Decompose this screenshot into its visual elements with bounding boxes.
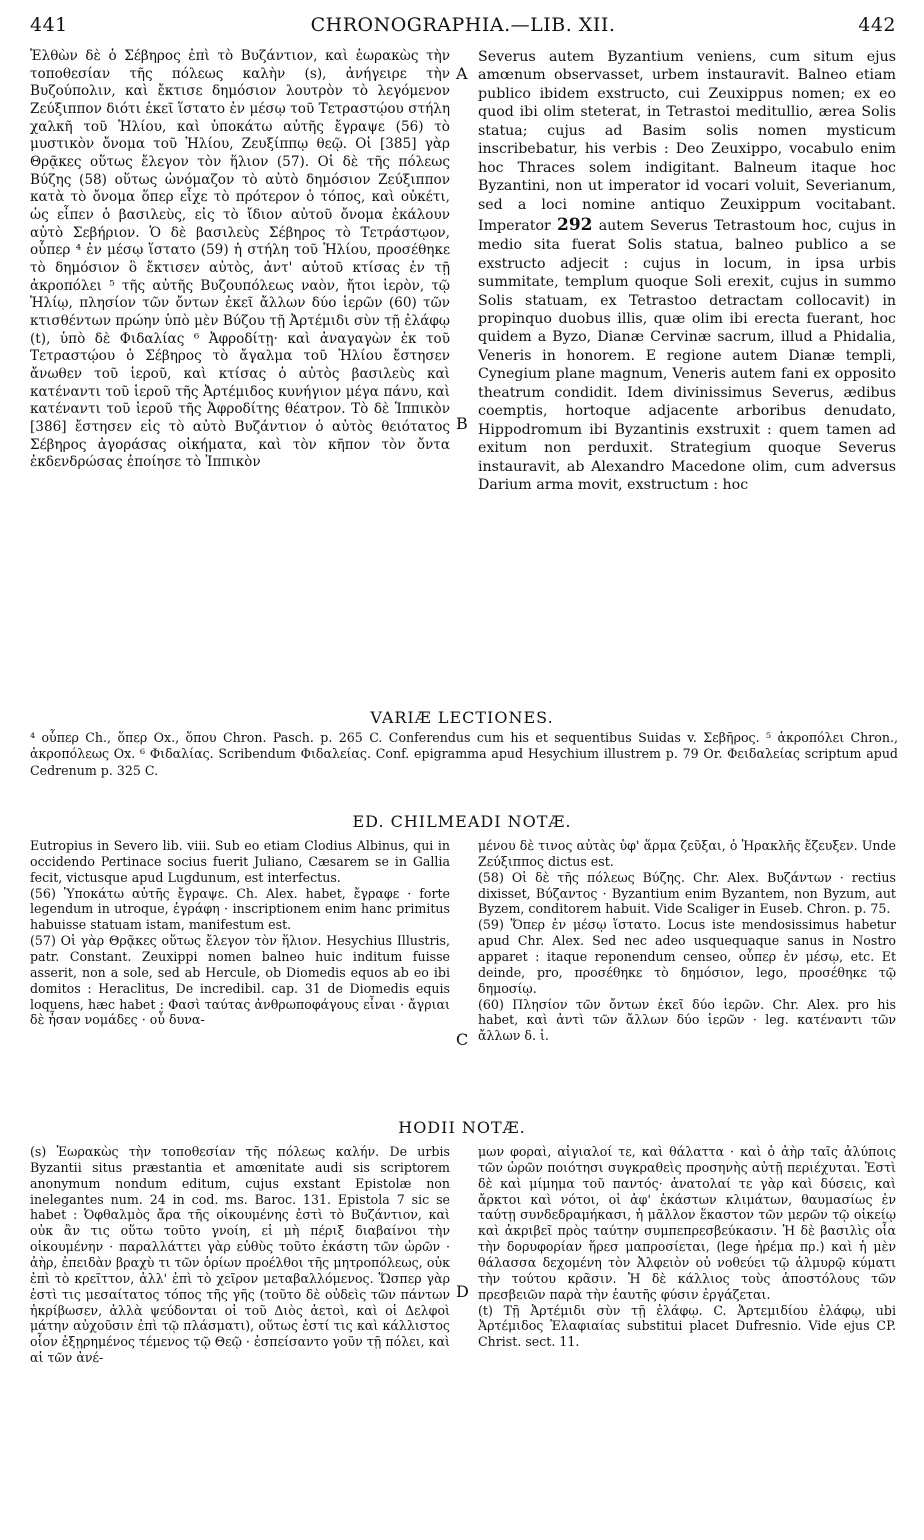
latin-page-marker: 292 bbox=[557, 215, 593, 236]
hodii-notes-right bbox=[478, 1144, 896, 1350]
running-title: CHRONOGRAPHIA.—LIB. XII. bbox=[310, 14, 616, 36]
greek-main-text bbox=[30, 48, 450, 472]
margin-letter-a: A bbox=[456, 64, 468, 83]
note-paragraph: Eutropius in Severo lib. viii. Sub eo etiam Clodius Albinus, qui in occidendo Pertinace socius fuerit Juliano, Cæsarem se in Gallia fecit, victusque apud Lugdunum, est interfectus. bbox=[30, 838, 450, 885]
page-number-left: 441 bbox=[30, 14, 68, 36]
varia-lectiones-title: VARIÆ LECTIONES. bbox=[370, 708, 554, 727]
running-header bbox=[30, 14, 896, 42]
note-paragraph: (s) Ἑωρακὼς τὴν τοποθεσίαν τῆς πόλεως καλήν. De urbis Byzantii situs præstantia et amœnitate audi sis scriptorem anonymum nondum editum, cujus exstant Epistolæ non inelegantes num. 24 in cod. ms. Baroc. 131. Epistola 7 sic se habet : Ὀφθαλμὸς ἄρα τῆς οἰκουμένης ἐστὶ τὸ Βυζάντιον, καὶ οὐκ ἂν τις οὕτω τοῦτο γνοίη, εἰ μὴ πέριξ διαβαίνοι τὴν οἰκουμένην · παραλλάττει γὰρ εὐθὺς τοῦτο ἑκάστη τῶν ὡρῶν · ἀὴρ, ἐπειδὰν βραχὺ τι τῶν ὁρίων προέλθοι τῆς μητροπόλεως, οὐκ ἐπὶ τὸ κρεῖττον, ἀλλ' ἐπὶ τὸ χεῖρον μεταβαλλόμενος. Ὥσπερ γὰρ ἐστὶ τις μεσαίτατος τόπος τῆς γῆς (τοῦτο δὲ οὐδεὶς τῶν πάντων ἠκρίβωσεν, ἀλλὰ ψεύδονται οἱ τοῦ Διὸς ἀετοὶ, καὶ οἱ Δελφοὶ μάτην αὐχοῦσιν ἐπὶ τῷ πλάσματι), οὕτως ἐστί τις καὶ κάλλιστος οἷον ἐξῃρημένος τέμενος τῷ Θεῷ · ἐσπείσαντο γοῦν τῇ πόλει, καὶ αἱ τῶν ἀνέ- bbox=[30, 1144, 450, 1366]
note-paragraph: (t) Τῇ Ἀρτέμιδι σὺν τῇ ἐλάφῳ. C. Ἀρτεμιδίου ἐλάφῳ, ubi Ἀρτέμιδος Ἐλαφιαίας substitui placet Dufresnio. Vide ejus CP. Christ. sect. 11. bbox=[478, 1302, 896, 1350]
note-paragraph: (57) Οἱ γὰρ Θρᾷκες οὕτως ἔλεγον τὸν ἥλιον. Hesychius Illustris, patr. Constant. Zeuxippi nomen balneo huic inditum fuisse asserit, non a sole, sed ab Hercule, ob Diomedis equos ab eo ibi domitos : Heraclitus, De incredibil. cap. 31 de Diomedis equis loquens, hæc habet : Φασὶ ταύτας ἀνθρωποφάγους εἶναι · ἄγριαι δὲ ἦσαν νομάδες · οὗ δυνα- bbox=[30, 933, 450, 1028]
note-paragraph: (59) Ὅπερ ἐν μέσῳ ἵστατο. Locus iste mendosissimus habetur apud Chr. Alex. Sed nec adeo usquequaque sanus in Nostro apparet : itaque reponendum censeo, οὗπερ ἐν μέσῳ, etc. Et deinde, pro, προσέθηκε τὸ δημόσιον, lego, προσέθηκε τῷ δημοσίῳ. bbox=[478, 917, 896, 996]
note-paragraph: μένου δὲ τινος αὐτὰς ὑφ' ἅρμα ζεῦξαι, ὁ Ἡρακλῆς ἔζευξεν. Unde Ζεύξιππος dictus est. bbox=[478, 838, 896, 869]
note-paragraph: (58) Οἱ δὲ τῆς πόλεως Βύζης. Chr. Alex. Βυζάντων · rectius dixisset, Βύζαντος · Byzantium enim Byzantem, non Byzum, aut Byzem, conditorem habuit. Vide Scaliger in Euseb. Chron. p. 75. bbox=[478, 869, 896, 917]
margin-letter-d: D bbox=[456, 1282, 469, 1301]
margin-letter-b: B bbox=[456, 414, 468, 433]
hodii-notes-left bbox=[30, 1144, 450, 1366]
note-paragraph: μων φοραὶ, αἰγιαλοί τε, καὶ θάλαττα · καὶ ὁ ἀὴρ ταῖς ἀλύποις τῶν ὡρῶν ποιότησι συγκραθεὶς προσηνὴς αὐτῇ περιέχυται. Ἐστὶ δὲ καὶ μίμημα τοῦ παντός· ἀνατολαί τε γὰρ καὶ δύσεις, καὶ ἄρκτοι καὶ νότοι, οἱ ἀφ' ἑκάστων κλιμάτων, θαυμασίως ἐν ταύτῃ συνδεδραμήκασι, ἡ μᾶλλον ἕκαστον τῶν μερῶν τῷ οἰκείῳ καὶ ἀκριβεῖ πρὸς ταύτην συμπεπρεσβεύκασιν. Ἡ δὲ βασιλὶς οἷα τὴν δορυφορίαν ἥρεσ μαπροσίεται, (lege ἠρέμα πρ.) καὶ ἡ μὲν θάλασσα δεχομένη τὸν Ἀλφειὸν οὐ νοθεύει τῷ ἁλμυρῷ κύματι τὴν τούτου κρᾶσιν. Ἡ δὲ κάλλιος τοὺς ἀποστόλους τῶν πρεσβειῶν παρὰ τὴν ἑαυτῆς φύσιν ἐργάζεται. bbox=[478, 1144, 896, 1302]
latin-text-part-1: Severus autem Byzantium veniens, cum situm ejus amœnum observasset, urbem instauravit. Balneo etiam publico ibidem exstructo, cui Zeuxippus nomen; ex eo quod ibi olim steterat, in Tetrastoi meditullio, ærea Solis statua; cujus ad Basim solis nomen mysticum inscribebatur, his verbis : Deo Zeuxippo, vocabulo enim hoc Thraces solem indigitant. Balneum itaque hoc Byzantini, non ut imperator id vocari voluit, Severianum, sed a loci nomine antiquo Zeuxippum vocitabant. Imperator bbox=[478, 49, 896, 235]
chilmead-notes-title: ED. CHILMEADI NOTÆ. bbox=[352, 812, 572, 831]
page-number-right: 442 bbox=[858, 14, 896, 36]
latin-text-part-2: autem Severus Tetrastoum hoc, cujus in medio sita fuerat Solis statua, balneo publico a se exstructo adjecit : cujus in locum, in ipsa urbis summitate, templum quoque Soli erexit, cujus in summo Solis statuam, ex Tetrastoo detractam collocavit) in propinquo duobus illis, quæ olim ibi erecta fuerant, hoc quidem a Byzo, Dianæ Cervinæ sacrum, illud a Phidalia, Veneris in honorem. E regione autem Dianæ templi, Cynegium plane magnum, Veneris autem fani ex opposito theatrum condidit. Idem divinissimus Severus, ædibus coemptis, hortoque adjacente arboribus denudato, Hippodromum ibi Byzantinis exstruxit : quem tamen ad exitum non perduxit. Strategium quoque Severus instauravit, ab Alexandro Macedone olim, cum adversus Darium arma movit, exstructum : hoc bbox=[478, 218, 896, 494]
latin-main-text bbox=[478, 48, 896, 495]
chilmead-notes-left bbox=[30, 838, 450, 1028]
chilmead-notes-right bbox=[478, 838, 896, 1044]
note-paragraph: (56) Ὑποκάτω αὐτῆς ἔγραψε. Ch. Alex. habet, ἔγραφε · forte legendum in utroque, ἐγράφη · inscriptionem enim hanc primitus habuisse statuam istam, manifestum est. bbox=[30, 885, 450, 933]
greek-paragraph: Ἐλθὼν δὲ ὁ Σέβηρος ἐπὶ τὸ Βυζάντιον, καὶ ἑωρακὼς τὴν τοποθεσίαν τῆς πόλεως καλὴν (s), ἀνήγειρε τὴν Βυζούπολιν, καὶ ἔκτισε δημόσιον λουτρὸν τὸ λεγόμενον Ζεύξιππον διότι ἐκεῖ ἵστατο ἐν μέσῳ τοῦ Τετραστῴου στήλη χαλκῆ τοῦ Ἡλίου, καὶ ὑποκάτω αὐτῆς ἔγραψε (56) τὸ μυστικὸν ὄνομα τοῦ Ἡλίου, Ζευξίππῳ θεῷ. Οἱ [385] γὰρ Θρᾷκες οὕτως ἔλεγον τὸν ἥλιον (57). Οἱ δὲ τῆς πόλεως Βύζης (58) οὕτως ὠνόμαζον τὸ αὐτὸ δημόσιον Ζεύξιππον κατὰ τὸ ὄνομα ὅπερ εἶχε τὸ πρότερον ὁ τόπος, καὶ οὐκέτι, ὡς εἶπεν ὁ βασιλεὺς, εἰς τὸ ἴδιον αὐτοῦ ὄνομα ἐκάλουν αὐτὸ Σεβήριον. Ὁ δὲ βασιλεὺς Σέβηρος τὸ Τετράστῳον, οὗπερ ⁴ ἐν μέσῳ ἵστατο (59) ἡ στήλη τοῦ Ἡλίου, προσέθηκε τὸ δημόσιον ὃ ἔκτισεν αὐτὸς, ἀντ' αὐτοῦ κτίσας ἐν τῇ ἀκροπόλει ⁵ τῆς αὐτῆς Βυζουπόλεως ναὸν, ἤτοι ἱερὸν, τῷ Ἡλίῳ, πλησίον τῶν ὄντων ἐκεῖ ἄλλων δύο ἱερῶν (60) τῶν κτισθέντων πρώην ὑπὸ μὲν Βύζου τῇ Ἀρτέμιδι σὺν τῇ ἐλάφῳ (t), ὑπὸ δὲ Φιδαλίας ⁶ Ἀφροδίτῃ· καὶ ἀναγαγὼν ἐκ τοῦ Τετραστῴου ὁ Σέβηρος τὸ ἄγαλμα τοῦ Ἡλίου ἔστησεν ἄνωθεν τοῦ ἱεροῦ, καὶ κτίσας ὁ αὐτὸς βασιλεὺς καὶ κατέναντι τοῦ ἱεροῦ τῆς Ἀρτέμιδος κυνήγιον μέγα πάνυ, καὶ κατέναντι τοῦ ἱεροῦ τῆς Ἀφροδίτης θέατρον. Τὸ δὲ Ἱππικὸν [386] ἔστησεν εἰς τὸ αὐτὸ Βυζάντιον ὁ αὐτὸς θειότατος Σέβηρος ἀγοράσας οἰκήματα, καὶ τὸν κῆπον τὸν ὄντα ἐκδενδρώσας ἐποίησε τὸ Ἱππικὸν bbox=[30, 48, 450, 471]
varia-lectiones-text: ⁴ οὗπερ Ch., ὅπερ Ox., ὅπου Chron. Pasch. p. 265 C. Conferendus cum his et sequentibus Suidas v. Σεβῆρος. ⁵ ἀκροπόλει Chron., ἀκροπόλεως Ox. ⁶ Φιδαλίας. Scribendum Φιδαλείας. Conf. epigramma apud Hesychium illustrem p. 79 Or. Φειδαλείας scriptum apud Cedrenum p. 325 C. bbox=[30, 730, 898, 778]
note-paragraph: (60) Πλησίον τῶν ὄντων ἐκεῖ δύο ἱερῶν. Chr. Alex. pro his habet, καὶ ἀντὶ τῶν ἄλλων δύο ἱερῶν · leg. κατέναντι τῶν ἄλλων δ. ἱ. bbox=[478, 996, 896, 1044]
hodii-notes-title: HODII NOTÆ. bbox=[398, 1118, 526, 1137]
latin-paragraph bbox=[478, 48, 896, 495]
margin-letter-c: C bbox=[456, 1030, 469, 1049]
